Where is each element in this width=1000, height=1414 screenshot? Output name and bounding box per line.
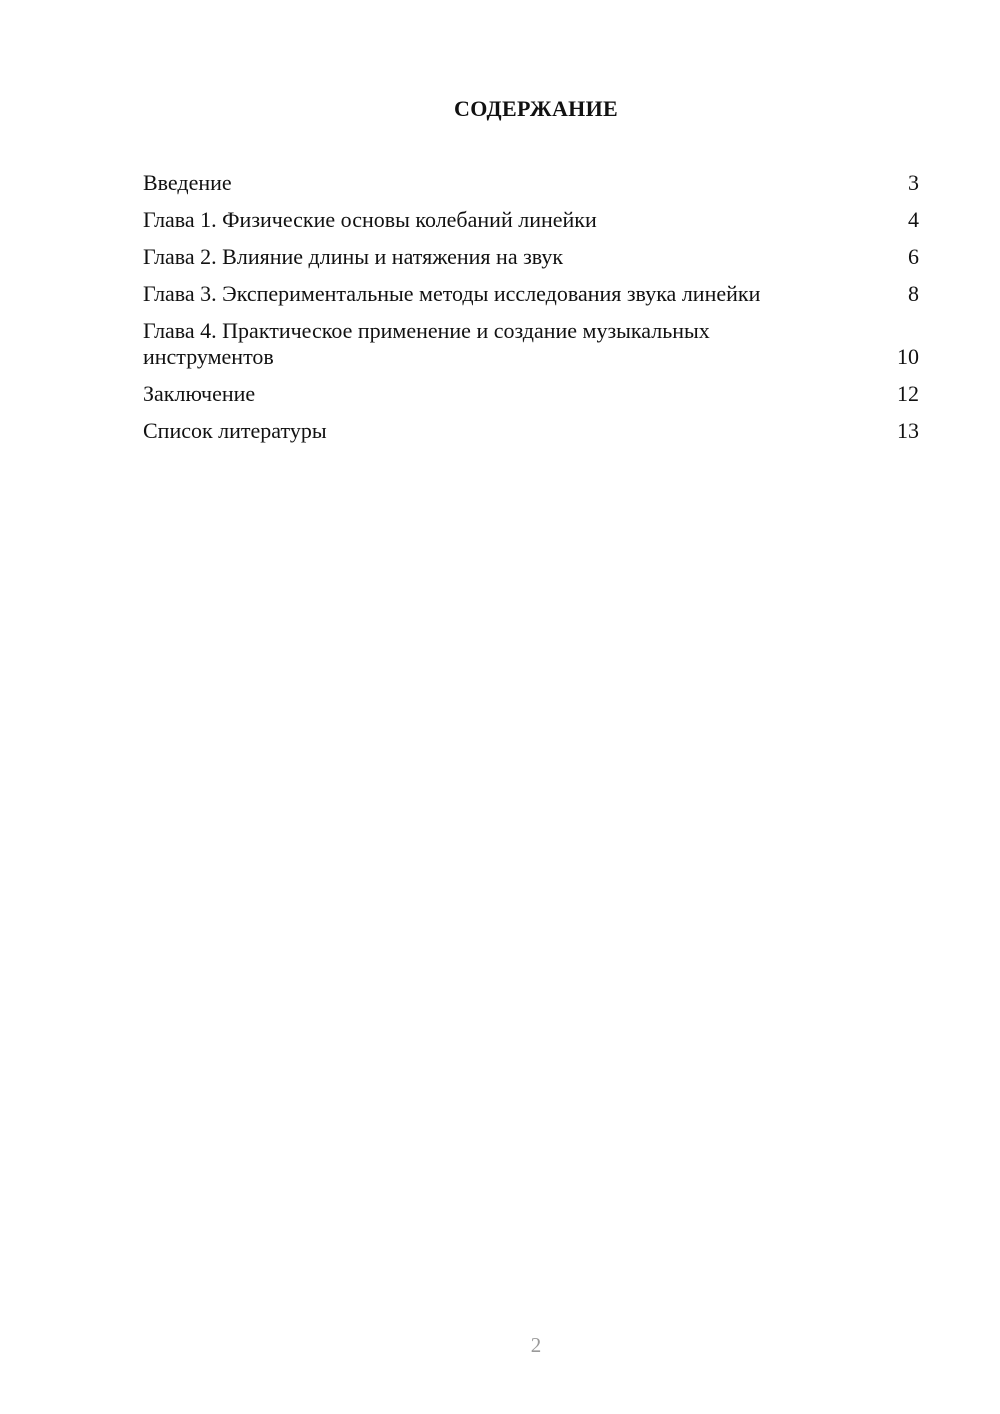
toc-entry[interactable] bbox=[143, 381, 919, 407]
page-number: 2 bbox=[530, 1333, 542, 1357]
toc-entry-text: Заключение bbox=[143, 381, 256, 406]
toc-entry[interactable] bbox=[143, 244, 919, 270]
toc-entry-page: 12 bbox=[897, 381, 919, 406]
toc-entry-text: Глава 3. Экспериментальные методы исследования звука линейки bbox=[143, 281, 761, 306]
toc-entry-text: Глава 4. Практическое применение и создание музыкальных инструментов bbox=[143, 318, 710, 369]
toc-entry-text: Введение bbox=[143, 170, 232, 195]
toc-entry-text: Список литературы bbox=[143, 418, 327, 443]
toc-entry[interactable] bbox=[143, 170, 919, 196]
toc-entry-page: 6 bbox=[908, 244, 919, 269]
toc-entry-page: 8 bbox=[908, 281, 919, 306]
toc-entry-page: 13 bbox=[897, 418, 919, 443]
toc-entry[interactable] bbox=[143, 318, 919, 370]
toc-title: СОДЕРЖАНИЕ bbox=[454, 96, 618, 121]
toc-entry-text: Глава 2. Влияние длины и натяжения на звук bbox=[143, 244, 564, 269]
toc-entry[interactable] bbox=[143, 281, 919, 307]
toc-entry-page: 4 bbox=[908, 207, 919, 232]
toc-entry-text: Глава 1. Физические основы колебаний линейки bbox=[143, 207, 597, 232]
toc-entry-page: 10 bbox=[897, 344, 919, 369]
toc-entry[interactable] bbox=[143, 418, 919, 444]
toc-entry-page: 3 bbox=[908, 170, 919, 195]
table-of-contents bbox=[143, 170, 919, 455]
toc-entry[interactable] bbox=[143, 207, 919, 233]
